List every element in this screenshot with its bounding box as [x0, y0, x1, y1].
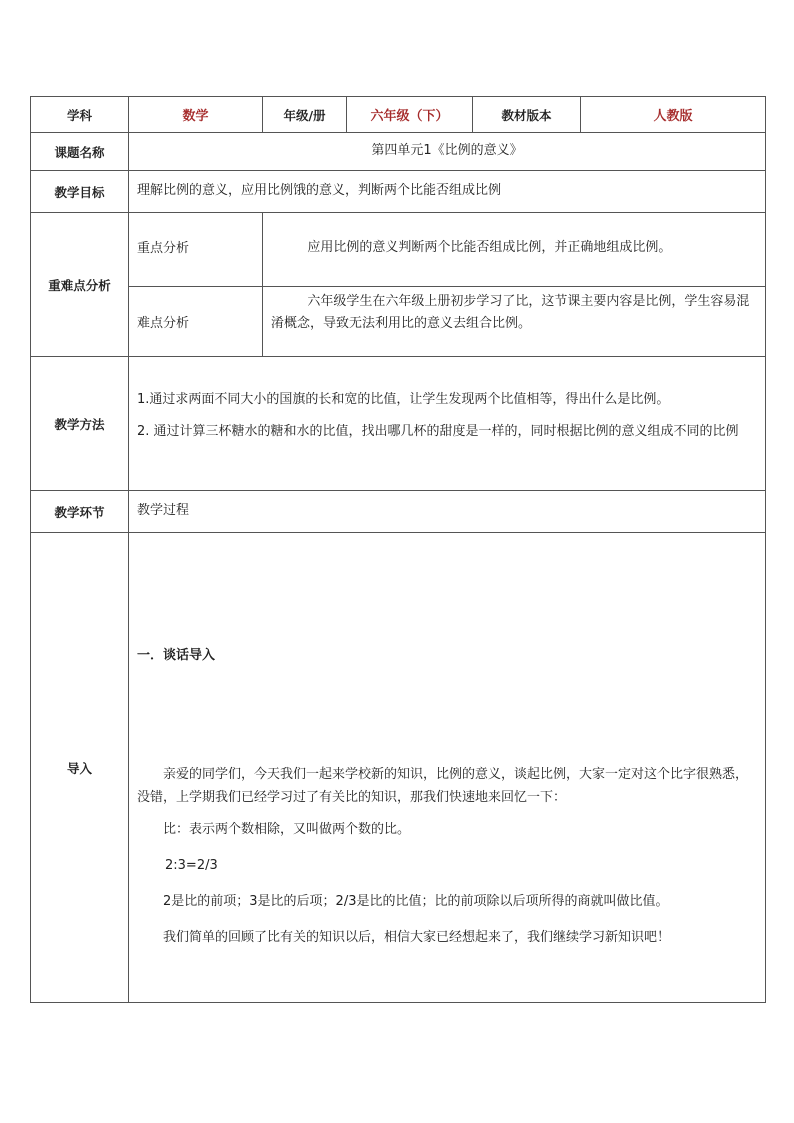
difficult-point-value	[263, 287, 766, 357]
difficult-point-label: 难点分析	[129, 287, 263, 357]
intro-content	[129, 533, 766, 1003]
method-value	[129, 357, 766, 491]
method-item: 2. 通过计算三杯糖水的糖和水的比值，找出哪几杯的甜度是一样的，同时根据比例的意义组成不同的比例	[137, 424, 739, 439]
intro-paragraph: 我们简单的回顾了比有关的知识以后，相信大家已经想起来了，我们继续学习新知识吧！	[163, 930, 671, 945]
lesson-title-label: 课题名称	[31, 133, 129, 171]
grade-label: 年级/册	[263, 97, 347, 133]
intro-row	[31, 533, 766, 1003]
process-label: 教学环节	[31, 491, 129, 533]
edition-label: 教材版本	[473, 97, 581, 133]
lesson-title-row	[31, 133, 766, 171]
intro-paragraph: 2:3=2/3	[165, 858, 218, 873]
key-point-row	[31, 213, 766, 287]
intro-paragraph: 比：表示两个数相除，又叫做两个数的比。	[163, 822, 411, 837]
method-label: 教学方法	[31, 357, 129, 491]
grade-value: 六年级（下）	[347, 97, 473, 133]
lesson-title-value: 第四单元1《比例的意义》	[129, 133, 766, 171]
method-row	[31, 357, 766, 491]
key-point-value	[263, 213, 766, 287]
key-point-label-text: 重点分析	[137, 241, 190, 256]
intro-paragraph: 亲爱的同学们，今天我们一起来学校新的知识，比例的意义，谈起比例，大家一定对这个比字很熟悉，没错，上学期我们已经学习过了有关比的知识，那我们快速地来回忆一下：	[137, 767, 749, 805]
subject-label: 学科	[31, 97, 129, 133]
key-point-text: 应用比例的意义判断两个比能否组成比例，并正确地组成比例。	[307, 240, 672, 255]
analysis-label: 重难点分析	[31, 213, 129, 357]
difficult-point-row	[31, 287, 766, 357]
method-item: 1.通过求两面不同大小的国旗的长和宽的比值，让学生发现两个比值相等，得出什么是比例。	[137, 392, 670, 407]
process-row	[31, 491, 766, 533]
intro-label: 导入	[31, 533, 129, 1003]
key-point-label	[129, 213, 263, 287]
edition-value: 人教版	[581, 97, 766, 133]
lesson-plan-table	[30, 96, 766, 1003]
intro-paragraph: 2是比的前项；3是比的后项；2/3是比的比值；比的前项除以后项所得的商就叫做比值。	[163, 894, 669, 909]
intro-heading: 一．谈话导入	[137, 648, 216, 663]
header-row	[31, 97, 766, 133]
difficult-point-text: 六年级学生在六年级上册初步学习了比，这节课主要内容是比例，学生容易混淆概念，导致无法利用比的意义去组合比例。	[271, 294, 750, 331]
subject-value: 数学	[129, 97, 263, 133]
objective-label: 教学目标	[31, 171, 129, 213]
objective-row	[31, 171, 766, 213]
objective-value: 理解比例的意义，应用比例饿的意义，判断两个比能否组成比例	[129, 171, 766, 213]
process-value: 教学过程	[129, 491, 766, 533]
